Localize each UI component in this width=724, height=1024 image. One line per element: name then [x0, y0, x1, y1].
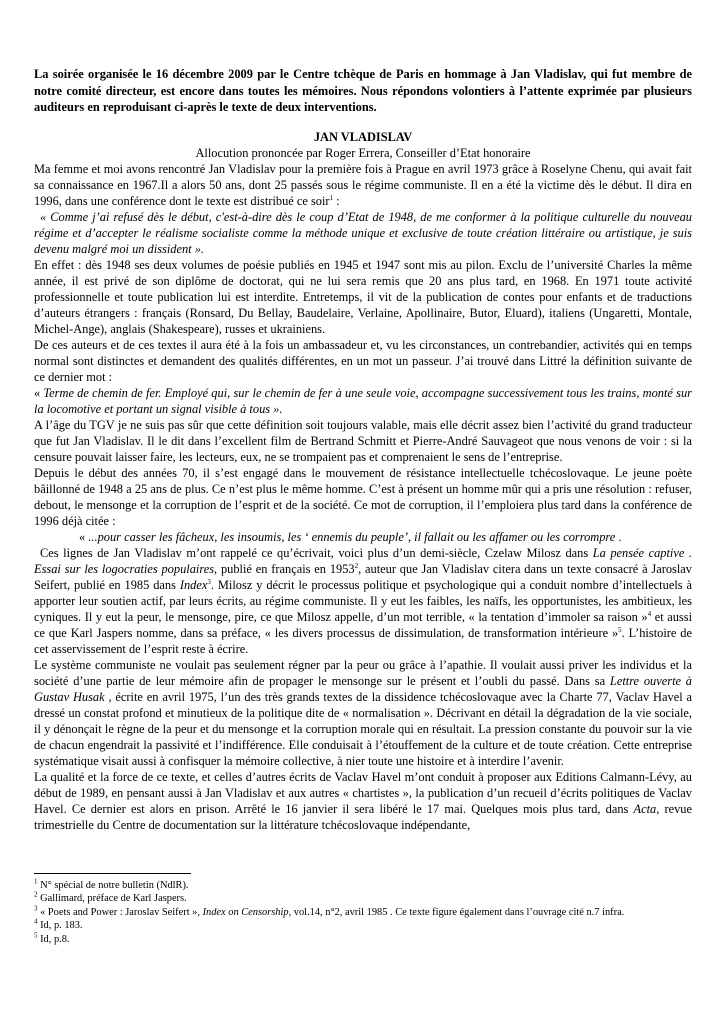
article-subtitle: Allocution prononcée par Roger Errera, Conseiller d’Etat honoraire	[195, 145, 531, 160]
footnote-ref-4[interactable]: 4	[647, 609, 652, 618]
footnote-5: $^5$ Id, p.8.	[34, 931, 70, 945]
paragraph-6: Ces lignes de Jan Vladislav m’ont rappelé ce qu’écrivait, voici plus d’un demi-siècle, Czelaw Milosz dans La pensée captive . Essai sur les logocraties populaires, publié en français en 1953$^2$, auteur que Jan Vladislav citera dans un texte consacré à Jaroslav Seifert, publié en 1985 dans Index$^3$. Milosz y décrit le processus politique et psychologique qui a conduit nombre d’intellectuels à apporter leur soutien actif, par leurs écrits, au régime communiste. Il y eut les faibles, les naïfs, les opportunistes, les ambitieux, les cyniques. Il y eut la peur, le mensonge, pire, ce que Milosz appelle, d’un mot terrible, « la tentation d’immoler sa raison »$^4$ et aussi ce que Karl Jaspers nomme, dans sa préface, « les divers processus de dissimulation, de transformation intérieure »$^5$. L’histoire de cet asservissement de l’esprit reste à écrire.	[34, 545, 693, 656]
paragraph-4: A l’âge du TGV je ne suis pas sûr que cette définition soit toujours valable, mais elle décrit assez bien l’activité du grand traducteur que fut Jan Vladislav. Il le dit dans l’excellent film de Bertrand Schmitt et Pierre-André Sauvageot que nous venons de voir : si la censure pouvait laisser faire, les lecteurs, eux, ne se trompaient pas et comprenaient le sens de l’entreprise.	[34, 417, 692, 464]
footnote-1: $^1$ N° spécial de notre bulletin (NdlR).	[34, 877, 189, 891]
footnote-ref-2[interactable]: 2	[354, 561, 359, 570]
footnote-divider	[34, 873, 191, 874]
paragraph-8: La qualité et la force de ce texte, et celles d’autres écrits de Vaclav Havel m’ont conduit à proposer aux Editions Calmann-Lévy, au début de 1989, en pensant aussi à Jan Vladislav et aux autres « chartistes », la publication d’un recueil d’écrits politiques de Vaclav Havel. Ce dernier est alors en prison. Arrêté le 16 janvier il sera libéré le 17 mai. Quelques mois plus tard, dans Acta, revue trimestrielle du Centre de documentation sur la littérature tchécoslovaque indépendante,	[34, 769, 692, 832]
paragraph-5: Depuis le début des années 70, il s’est engagé dans le mouvement de résistance intellectuelle tchécoslovaque. Le jeune poète bâillonné de 1948 a 25 ans de plus. Ce n’est plus le même homme. C’est à présent un homme mûr qui a pris une résolution : refuser, debout, le mensonge et la corruption de l’esprit et de la société. Ce mot de corruption, il l’emploiera plus tard dans la conférence de 1996 déjà citée :	[34, 465, 692, 528]
document-page	[34, 66, 692, 833]
article-title: JAN VLADISLAV	[313, 129, 413, 144]
intro-paragraph: La soirée organisée le 16 décembre 2009 par le Centre tchèque de Paris en hommage à Jan Vladislav, qui fut membre de notre comité directeur, est encore dans toutes les mémoires. Nous répondons volontiers à l’attente exprimée par plusieurs auditeurs en reproduisant ci-après le texte de deux interventions.	[34, 67, 692, 114]
footnote-3: $^3$ « Poets and Power : Jaroslav Seifert », Index on Censorship, vol.14, n°2, avril 1985 . Ce texte figure également dans l’ouvrage cité n.7 infra.	[34, 904, 625, 918]
footnotes	[34, 879, 692, 946]
footnote-ref-1[interactable]: 1	[329, 193, 334, 202]
paragraph-7: Le système communiste ne voulait pas seulement régner par la peur ou grâce à l’apathie. Il voulait aussi priver les individus et la société d’une partie de leur mémoire afin de propager le mensonge sur le présent et l’oubli du passé. Dans sa Lettre ouverte à Gustav Husak , écrite en avril 1975, l’un des très grands textes de la dissidence tchécoslovaque avec la Charte 77, Vaclav Havel a dressé un constat profond et minutieux de la politique dite de « normalisation ». Décrivant en détail la dégradation de la vie sociale, il y dénonçait le règne de la peur et du mensonge et la corruption morale qui en résultait. La pression constante du pouvoir sur la vie de chacun engendrait la passivité et l’indifférence. Elle conduisait à l’étouffement de la culture et de toute création. Cette entreprise systématique visait aussi à confisquer la mémoire collective, à nier toute une histoire et à interdire l’avenir.	[34, 657, 693, 768]
quote-1: « Comme j’ai refusé dès le début, c'est-à-dire dès le coup d’Etat de 1948, de me conformer à la politique culturelle du nouveau régime et d’accepter le réalisme socialiste comme la méthode unique et exclusive de toute création littéraire ou artistique, je suis devenu malgré moi un dissident ».	[34, 209, 692, 256]
paragraph-1: Ma femme et moi avons rencontré Jan Vladislav pour la première fois à Prague en avril 1973 grâce à Roselyne Chenu, qui avait fait sa connaissance en 1967.Il a alors 50 ans, dont 25 passés sous le régime communiste. Il en a été la victime dès le début. Il dira en 1996, dans une conférence dont le texte est distribué ce soir$^1$ :	[34, 161, 692, 208]
paragraph-3: De ces auteurs et de ces textes il aura été à la fois un ambassadeur et, vu les circonstances, un contrebandier, activités qui en temps normal sont distinctes et demandent des qualités différentes, en un mot un passeur. J’ai trouvé dans Littré la définition suivante de ce dernier mot :	[34, 337, 692, 384]
footnote-4: $^4$ Id, p. 183.	[34, 917, 83, 932]
article-body	[34, 161, 692, 833]
footnote-ref-5[interactable]: 5	[618, 625, 622, 634]
quote-3: « ...pour casser les fâcheux, les insoumis, les ‘ ennemis du peuple’, il fallait ou les affamer ou les corrompre .	[79, 529, 622, 544]
footnote-ref-3[interactable]: 3	[207, 577, 211, 586]
quote-2: « Terme de chemin de fer. Employé qui, sur le chemin de fer à une seule voie, accompagne successivement tous les trains, monté sur la locomotive et portant un signal visible à tous ».	[34, 385, 692, 416]
footnote-2: $^2$ Gallimard, préface de Karl Jaspers.	[34, 890, 187, 905]
paragraph-2: En effet : dès 1948 ses deux volumes de poésie publiés en 1945 et 1947 sont mis au pilon. Exclu de l’université Charles la même année, il est privé de son diplôme de doctorat, qui ne lui sera remis que 20 ans plus tard, en 1968. En 1971 toute activité professionnelle et toute publication lui est interdite. Entretemps, il vit de la publication de contes pour enfants et de traductions d’auteurs étrangers : français (Ronsard, Du Bellay, Baudelaire, Verlaine, Apollinaire, Butor, Eluard), italiens (Ungaretti, Montale, Michel-Ange), anglais (Shakespeare), russes et ukrainiens.	[34, 257, 692, 336]
